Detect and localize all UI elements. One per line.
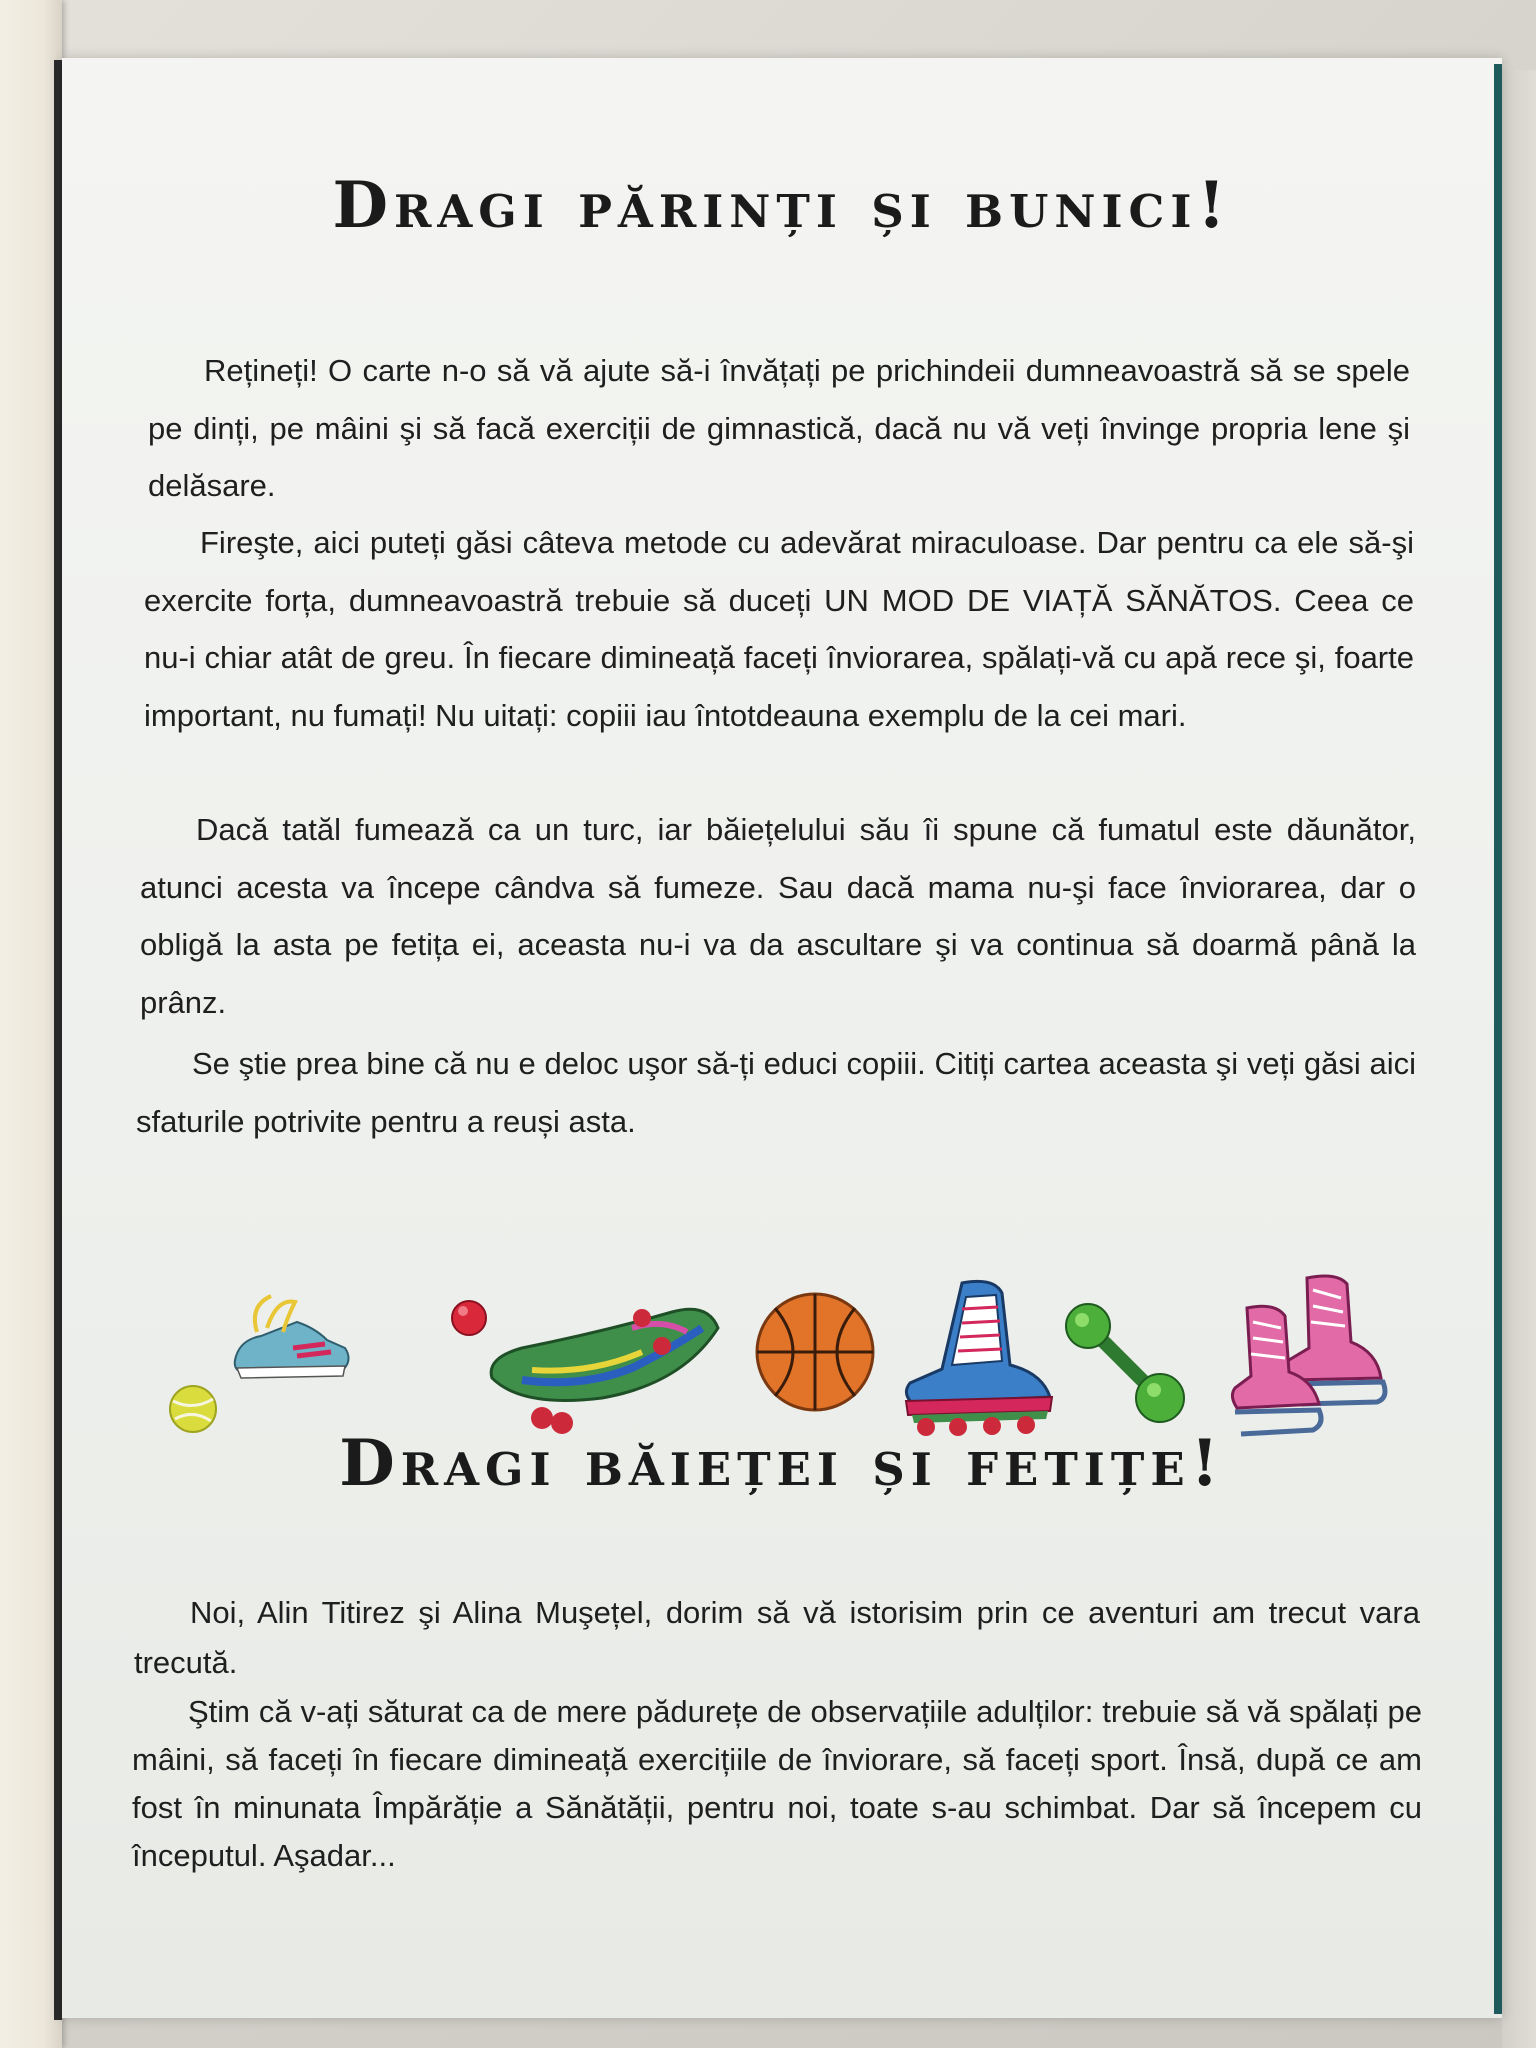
basketball-icon [753,1290,878,1415]
right-page-edge [1494,64,1502,2014]
skateboard-icon [482,1288,727,1438]
paragraph-parents-1: Rețineți! O carte n-o să vă ajute să-i învățați pe prichindeii dumneavoastră să se spele pe dinți, pe mâini şi să facă exerciții de gimnastică, dacă nu vă veți învinge propria lene şi delăsare. [148,353,1410,503]
background-strip [1502,70,1536,2048]
paragraph-parents-2: Fireşte, aici puteți găsi câteva metode cu adevărat miraculoase. Dar pentru ca ele să-şi exercite forța, dumneavoastră trebuie să duceți UN MOD DE VIAȚĂ SĂNĂTOS. Ceea ce nu-i chiar atât de greu. În fiecare dimineață faceți înviorarea, spălați-vă cu apă rece şi, foarte important, nu fumați! Nu uitați: copiii iau întotdeauna exemplu de la cei mari. [144,525,1414,733]
paragraph-children-2: Ştim că v-ați săturat ca de mere pădurețe de observațiile adulților: trebuie să vă spălați pe mâini, să faceți în fiecare dimineață exercițiile de înviorare, să faceți sport. Însă, după ce am fost în minunata Împărăție a Sănătății, pentru noi, toate s-au schimbat. Dar să începem cu începutul. Aşadar... [132,1694,1422,1873]
left-page-edge [0,0,62,2048]
sneaker-icon [227,1288,357,1393]
dumbbell-icon [1062,1300,1187,1425]
paragraph-parents-3: Dacă tatăl fumează ca un turc, iar băiețelului său îi spune că fumatul este dăunător, atunci acesta va începe cândva să fumeze. Sau dacă mama nu-şi face înviorarea, dar o obligă la asta pe fetița ei, aceasta nu-i va da ascultare şi va continua să doarmă până la prânz. [140,812,1416,1020]
paragraph-parents-4: Se ştie prea bine că nu e deloc uşor să-ți educi copiii. Citiți cartea aceasta şi veți găsi aici sfaturile potrivite pentru a reuși asta. [136,1046,1416,1139]
book-cover-edge [54,60,62,2020]
sports-illustrations [157,1218,1417,1458]
book-page [62,58,1502,2018]
ice-skates-icon [1227,1268,1402,1443]
heading-children: Dragi băieței și fetițe! [339,1426,1225,1501]
roller-skate-icon [892,1273,1062,1438]
paragraph-children-1: Noi, Alin Titirez şi Alina Muşețel, dorim să vă istorisim prin ce aventuri am trecut vara trecută. [134,1595,1420,1680]
heading-parents: Dragi părinți și bunici! [332,168,1232,243]
